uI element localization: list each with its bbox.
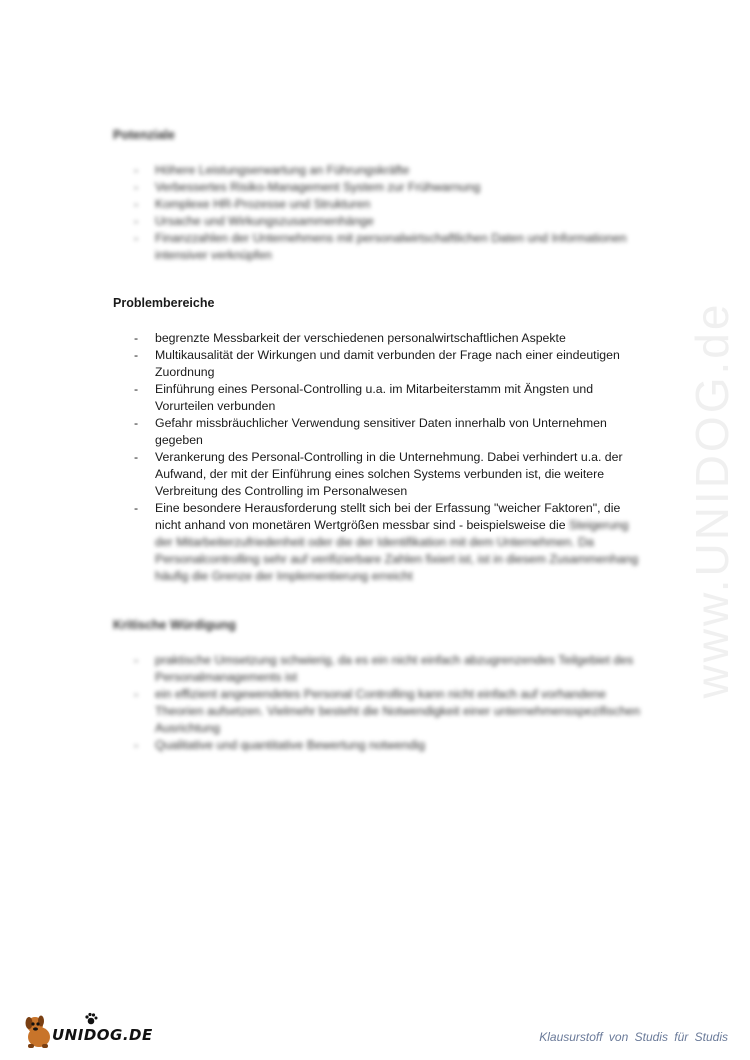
list-item: - Ursache und Wirkungszusammenhänge bbox=[134, 214, 374, 228]
list-item: - Finanzzahlen der Unternehmens mit personalwirtschaftlichen Daten und Informationen intensiver verknüpfen bbox=[134, 231, 627, 262]
dog-icon bbox=[22, 1014, 56, 1050]
footer-slogan: Klausurstoff von Studis für Studis bbox=[539, 1030, 728, 1044]
list-item: - Eine besondere Herausforderung stellt sich bei der Erfassung "weicher Faktoren", die nicht anhand von monetären Wertgrößen messbar sind - beispielsweise die Steigerung der Mitarbeiterzufriedenheit oder die der Identifikation mit dem Unternehmen. Da Personalcontrolling sehr auf verifizierbare Zahlen fixiert ist, ist in diesem Zusammenhang häufig die Grenze der Implementierung erreicht bbox=[134, 501, 639, 583]
list-item: - Einführung eines Personal-Controlling u.a. im Mitarbeiterstamm mit Ängsten und Vorurteilen verbunden bbox=[134, 382, 594, 413]
section-problembereiche bbox=[113, 296, 643, 585]
section-kritische-wuerdigung bbox=[113, 618, 643, 754]
list-item: - Verbessertes Risiko-Management System zur Frühwarnung bbox=[134, 180, 481, 194]
list-item: - ein effizient angewendetes Personal Controlling kann nicht einfach auf vorhandene Theorien aufsetzen. Vielmehr besteht die Notwendigkeit einer unternehmensspezifischen Ausrichtung bbox=[134, 687, 641, 735]
bullet-list bbox=[113, 330, 643, 585]
section-heading: Potenziale bbox=[113, 128, 175, 142]
section-heading: Problembereiche bbox=[113, 296, 215, 310]
list-item: - Qualitative und quantitative Bewertung notwendig bbox=[134, 738, 426, 752]
list-item: - Höhere Leistungserwartung an Führungskräfte bbox=[134, 163, 410, 177]
list-item: - Komplexe HR-Prozesse und Strukturen bbox=[134, 197, 371, 211]
unidog-logo bbox=[22, 1014, 157, 1050]
list-item: - Gefahr missbräuchlicher Verwendung sensitiver Daten innerhalb von Unternehmen gegeben bbox=[134, 416, 607, 447]
paw-icon bbox=[84, 1012, 98, 1026]
section-heading: Kritische Würdigung bbox=[113, 618, 236, 632]
list-item: - begrenzte Messbarkeit der verschiedenen personalwirtschaftlichen Aspekte bbox=[134, 331, 566, 345]
list-item: - praktische Umsetzung schwierig, da es ein nicht einfach abzugrenzendes Teilgebiet des Personalmanagements ist bbox=[134, 653, 634, 684]
blurred-text: Steigerung der Mitarbeiterzufriedenheit oder die der Identifikation mit dem Unternehmen. Da Personalcontrolling sehr auf verifizierbare Zahlen fixiert ist, ist in diesem Zusammenhang häufig die Grenze der Implementierung erreicht bbox=[155, 518, 639, 583]
bullet-list bbox=[113, 652, 643, 754]
section-potenziale bbox=[113, 128, 643, 264]
list-item: - Multikausalität der Wirkungen und damit verbunden der Frage nach einer eindeutigen Zuordnung bbox=[134, 348, 620, 379]
bullet-list bbox=[113, 162, 643, 264]
list-item: - Verankerung des Personal-Controlling in die Unternehmung. Dabei verhindert u.a. der Aufwand, der mit der Einführung eines solchen Systems verbunden ist, die weitere Verbreitung des Controlling im Personalwesen bbox=[134, 450, 623, 498]
logo-text: UNIDOG.DE bbox=[52, 1026, 153, 1044]
watermark-text: www.UNIDOG.de bbox=[686, 301, 738, 699]
